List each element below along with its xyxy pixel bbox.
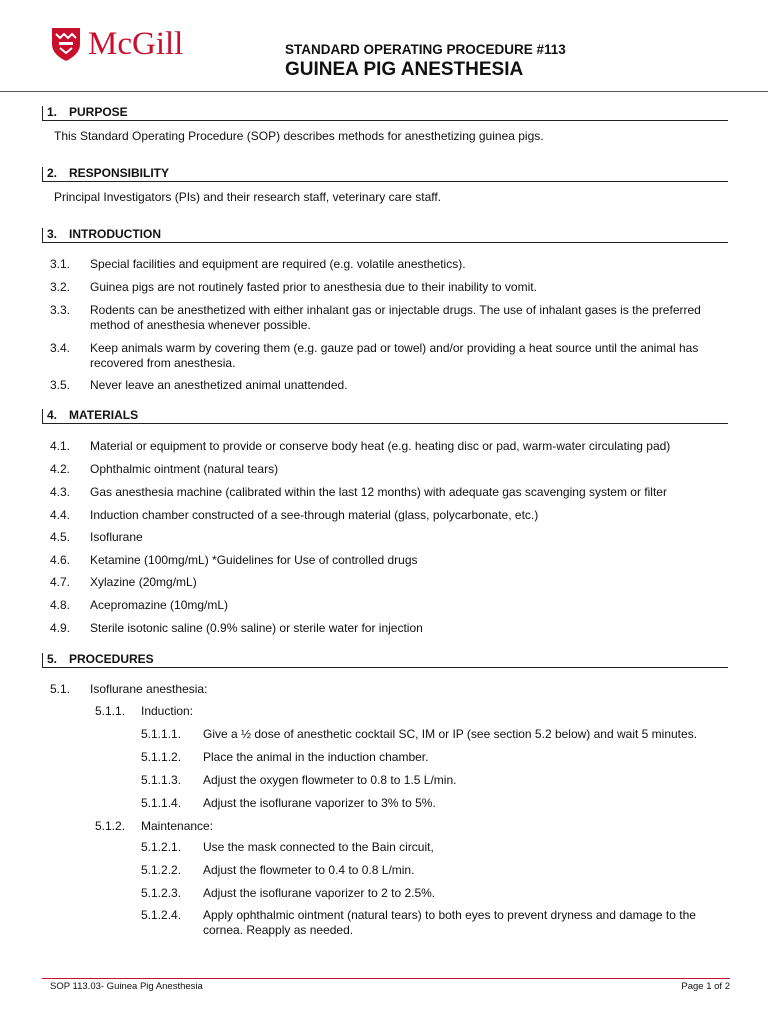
section-number: 1. xyxy=(47,105,58,119)
section-heading-procedures xyxy=(42,650,728,668)
item-text: Induction chamber constructed of a see-through material (glass, polycarbonate, etc.) xyxy=(90,508,539,522)
section-title: INTRODUCTION xyxy=(69,227,161,241)
list-item xyxy=(50,485,730,500)
list-item xyxy=(50,462,730,477)
section-heading-purpose xyxy=(42,103,728,121)
list-item xyxy=(141,863,730,878)
sop-label: STANDARD OPERATING PROCEDURE #113 xyxy=(285,42,566,57)
section-title: RESPONSIBILITY xyxy=(69,166,170,180)
item-text: Material or equipment to provide or conserve body heat (e.g. heating disc or pad, warm-water circulating pad) xyxy=(90,439,671,453)
mcgill-logo xyxy=(50,26,183,62)
item-text: Induction: xyxy=(141,704,194,718)
header-divider xyxy=(0,91,768,92)
item-number: 4.5. xyxy=(50,530,71,544)
list-item xyxy=(50,598,730,613)
item-number: 5.1.2.2. xyxy=(141,863,182,877)
list-item xyxy=(141,727,730,742)
item-number: 5.1.2.3. xyxy=(141,886,182,900)
item-number: 3.4. xyxy=(50,341,71,355)
item-number: 3.3. xyxy=(50,303,71,317)
item-text: Adjust the isoflurane vaporizer to 2 to 2.5%. xyxy=(203,886,436,900)
footer-divider xyxy=(42,978,730,979)
item-text: Special facilities and equipment are required (e.g. volatile anesthetics). xyxy=(90,257,466,271)
item-number: 5.1.1.3. xyxy=(141,773,182,787)
list-item xyxy=(50,682,730,697)
item-number: 5.1.1.4. xyxy=(141,796,182,810)
list-item xyxy=(50,553,730,568)
item-text: Keep animals warm by covering them (e.g. gauze pad or towel) and/or providing a heat source until the animal has recovered from anesthesia. xyxy=(90,341,699,370)
item-number: 5.1.1.1. xyxy=(141,727,182,741)
section-number: 3. xyxy=(47,227,58,241)
list-item xyxy=(50,378,730,393)
section-title: MATERIALS xyxy=(69,408,139,422)
item-number: 4.2. xyxy=(50,462,71,476)
item-text: Gas anesthesia machine (calibrated within the last 12 months) with adequate gas scavenging system or filter xyxy=(90,485,667,499)
list-item xyxy=(50,439,730,454)
footer-page-number: Page 1 of 2 xyxy=(681,981,730,992)
list-item xyxy=(50,508,730,523)
item-number: 4.8. xyxy=(50,598,71,612)
logo-text: McGill xyxy=(88,25,184,62)
list-item xyxy=(50,280,730,295)
list-item xyxy=(141,908,730,938)
item-number: 4.3. xyxy=(50,485,71,499)
list-item xyxy=(95,704,730,719)
item-text: Ketamine (100mg/mL) *Guidelines for Use of controlled drugs xyxy=(90,553,418,567)
list-item xyxy=(141,773,730,788)
section-heading-materials xyxy=(42,406,728,424)
list-item xyxy=(50,530,730,545)
item-number: 5.1.2.1. xyxy=(141,840,182,854)
item-text: Isoflurane anesthesia: xyxy=(90,682,208,696)
item-text: Adjust the flowmeter to 0.4 to 0.8 L/min. xyxy=(203,863,415,877)
list-item xyxy=(50,303,730,333)
item-number: 4.9. xyxy=(50,621,71,635)
item-text: Apply ophthalmic ointment (natural tears) to both eyes to prevent dryness and damage to the cornea. Reapply as needed. xyxy=(203,908,696,937)
list-item xyxy=(50,341,730,371)
item-number: 4.1. xyxy=(50,439,71,453)
responsibility-text: Principal Investigators (PIs) and their research staff, veterinary care staff. xyxy=(54,190,442,204)
item-number: 4.4. xyxy=(50,508,71,522)
purpose-text: This Standard Operating Procedure (SOP) describes methods for anesthetizing guinea pigs. xyxy=(54,129,544,143)
list-item xyxy=(141,886,730,901)
list-item xyxy=(50,257,730,272)
footer-document-id: SOP 113.03- Guinea Pig Anesthesia xyxy=(50,981,203,992)
item-number: 3.1. xyxy=(50,257,71,271)
section-number: 2. xyxy=(47,166,58,180)
item-text: Isoflurane xyxy=(90,530,143,544)
section-heading-responsibility xyxy=(42,164,728,182)
list-item xyxy=(141,796,730,811)
section-number: 4. xyxy=(47,408,58,422)
item-text: Adjust the oxygen flowmeter to 0.8 to 1.5 L/min. xyxy=(203,773,457,787)
item-number: 4.7. xyxy=(50,575,71,589)
item-text: Ophthalmic ointment (natural tears) xyxy=(90,462,279,476)
item-number: 4.6. xyxy=(50,553,71,567)
item-text: Never leave an anesthetized animal unattended. xyxy=(90,378,348,392)
item-number: 5.1.2.4. xyxy=(141,908,182,922)
list-item xyxy=(50,621,730,636)
section-heading-introduction xyxy=(42,225,728,243)
item-text: Maintenance: xyxy=(141,819,214,833)
item-text: Give a ½ dose of anesthetic cocktail SC, IM or IP (see section 5.2 below) and wait 5 minutes. xyxy=(203,727,698,741)
list-item xyxy=(95,819,730,834)
section-title: PURPOSE xyxy=(69,105,128,119)
item-number: 5.1.1.2. xyxy=(141,750,182,764)
item-text: Xylazine (20mg/mL) xyxy=(90,575,197,589)
item-text: Acepromazine (10mg/mL) xyxy=(90,598,229,612)
mcgill-crest-icon xyxy=(50,26,82,62)
item-text: Place the animal in the induction chamber. xyxy=(203,750,429,764)
item-text: Guinea pigs are not routinely fasted prior to anesthesia due to their inability to vomit. xyxy=(90,280,537,294)
item-number: 3.5. xyxy=(50,378,71,392)
item-number: 3.2. xyxy=(50,280,71,294)
item-number: 5.1. xyxy=(50,682,71,696)
list-item xyxy=(141,750,730,765)
section-title: PROCEDURES xyxy=(69,652,154,666)
item-text: Rodents can be anesthetized with either inhalant gas or injectable drugs. The use of inhalant gases is the preferred method of anesthesia whenever possible. xyxy=(90,303,701,332)
list-item xyxy=(141,840,730,855)
page-title: GUINEA PIG ANESTHESIA xyxy=(285,59,524,80)
item-text: Use the mask connected to the Bain circuit, xyxy=(203,840,434,854)
item-number: 5.1.2. xyxy=(95,819,126,833)
item-number: 5.1.1. xyxy=(95,704,126,718)
item-text: Adjust the isoflurane vaporizer to 3% to 5%. xyxy=(203,796,436,810)
list-item xyxy=(50,575,730,590)
section-number: 5. xyxy=(47,652,58,666)
item-text: Sterile isotonic saline (0.9% saline) or sterile water for injection xyxy=(90,621,423,635)
